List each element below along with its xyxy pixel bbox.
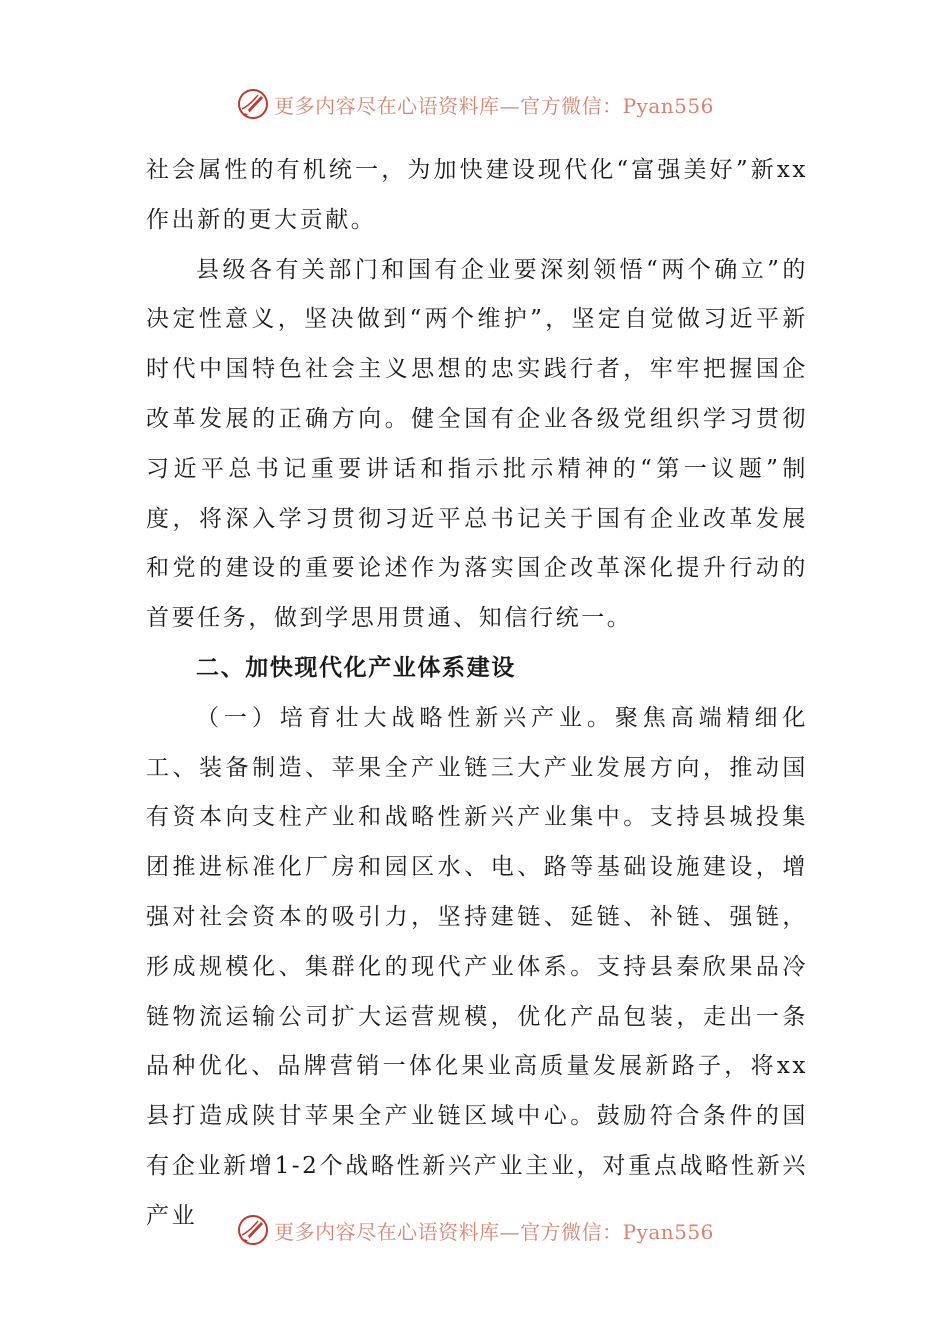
- footer-banner-text: 更多内容尽在心语资料库—官方微信：Pyan556: [274, 1219, 714, 1244]
- paragraph-emerging-industries: （一）培育壮大战略性新兴产业。聚焦高端精细化工、装备制造、苹果全产业链三大产业发展方向，推动国有资本向支柱产业和战略性新兴产业集中。支持县城投集团推进标准化厂房和园区水、电、路等基础设施建设，增强对社会资本的吸引力，坚持建链、延链、补链、强链，形成规模化、集群化的现代产业体系。支持县秦欣果品冷链物流运输公司扩大运营规模，优化产品包装，走出一条品种优化、品牌营销一体化果业高质量发展新路子，将xx县打造成陕甘苹果全产业链区域中心。鼓励符合条件的国有企业新增1-2个战略性新兴产业主业，对重点战略性新兴产业: [146, 704, 808, 1229]
- quill-pen-logo-icon: [236, 1213, 270, 1247]
- quill-pen-logo-icon: [236, 87, 270, 121]
- document-body: [146, 146, 808, 1242]
- header-banner: [0, 84, 950, 124]
- header-banner-text: 更多内容尽在心语资料库—官方微信：Pyan556: [274, 93, 714, 118]
- footer-banner: [0, 1210, 950, 1250]
- section-heading: 二、加快现代化产业体系建设: [196, 654, 516, 681]
- paragraph-continuation: 社会属性的有机统一，为加快建设现代化“富强美好”新xx作出新的更大贡献。: [146, 157, 808, 233]
- paragraph-party-leadership: 县级各有关部门和国有企业要深刻领悟“两个确立”的决定性意义，坚决做到“两个维护”，坚定自觉做习近平新时代中国特色社会主义思想的忠实践行者，牢牢把握国企改革发展的正确方向。健全国有企业各级党组织学习贯彻习近平总书记重要讲话和指示批示精神的“第一议题”制度，将深入学习贯彻习近平总书记关于国有企业改革发展和党的建设的重要论述作为落实国企改革深化提升行动的首要任务，做到学思用贯通、知信行统一。: [146, 256, 808, 632]
